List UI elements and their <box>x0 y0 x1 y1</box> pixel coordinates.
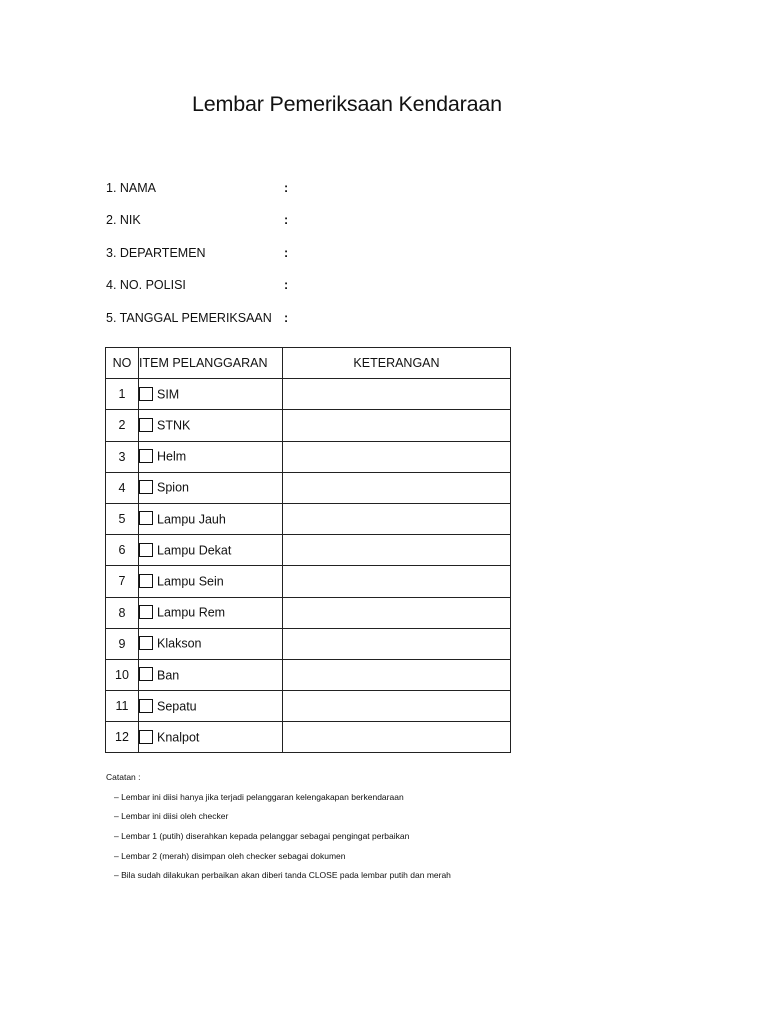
violation-item <box>139 691 283 722</box>
field-separator: : <box>284 246 289 260</box>
row-number: 6 <box>106 535 139 566</box>
row-number: 9 <box>106 628 139 659</box>
checkbox[interactable] <box>139 636 153 650</box>
violation-item <box>139 472 283 503</box>
violation-item <box>139 535 283 566</box>
row-number: 8 <box>106 597 139 628</box>
violation-item-label: Lampu Sein <box>157 574 224 589</box>
table-row <box>106 410 511 441</box>
table-row <box>106 597 511 628</box>
row-number: 12 <box>106 722 139 753</box>
violation-item <box>139 628 283 659</box>
keterangan-cell[interactable] <box>283 503 511 534</box>
table-row <box>106 379 511 410</box>
row-number: 11 <box>106 691 139 722</box>
field-separator: : <box>284 278 289 292</box>
row-number: 3 <box>106 441 139 472</box>
checkbox[interactable] <box>139 387 153 401</box>
violation-item-label: Lampu Rem <box>157 605 226 620</box>
table-row <box>106 691 511 722</box>
table-row <box>106 659 511 690</box>
note-item: – Lembar ini diisi hanya jika terjadi pelanggaran kelengakapan berkendaraan <box>114 792 404 802</box>
keterangan-cell[interactable] <box>283 597 511 628</box>
field-label-no-polisi: 4. NO. POLISI <box>106 278 186 292</box>
row-number: 4 <box>106 472 139 503</box>
table-row <box>106 628 511 659</box>
keterangan-cell[interactable] <box>283 722 511 753</box>
violation-item-label: SIM <box>157 387 180 402</box>
note-item: – Lembar ini diisi oleh checker <box>114 811 229 821</box>
violation-item <box>139 597 283 628</box>
violation-item <box>139 410 283 441</box>
table-row <box>106 722 511 753</box>
field-label-departemen: 3. DEPARTEMEN <box>106 246 206 260</box>
row-number: 10 <box>106 659 139 690</box>
violation-item-label: Klakson <box>157 637 202 652</box>
checkbox[interactable] <box>139 511 153 525</box>
violation-item <box>139 441 283 472</box>
keterangan-cell[interactable] <box>283 628 511 659</box>
field-separator: : <box>284 311 289 325</box>
keterangan-cell[interactable] <box>283 441 511 472</box>
violation-item <box>139 379 283 410</box>
violation-item <box>139 503 283 534</box>
table-row <box>106 472 511 503</box>
table-row <box>106 566 511 597</box>
field-separator: : <box>284 181 289 195</box>
keterangan-cell[interactable] <box>283 659 511 690</box>
header-item-pelanggaran: ITEM PELANGGARAN <box>139 348 283 379</box>
header-keterangan: KETERANGAN <box>283 348 511 379</box>
field-label-nama: 1. NAMA <box>106 181 157 195</box>
table-header-row <box>106 348 511 379</box>
violation-item-label: STNK <box>157 418 191 433</box>
notes-heading: Catatan : <box>106 772 141 782</box>
table-row <box>106 535 511 566</box>
checkbox[interactable] <box>139 418 153 432</box>
violation-item-label: Spion <box>157 481 189 496</box>
checkbox[interactable] <box>139 667 153 681</box>
row-number: 2 <box>106 410 139 441</box>
violation-item <box>139 659 283 690</box>
violation-item-label: Knalpot <box>157 730 200 745</box>
violation-item-label: Sepatu <box>157 699 197 714</box>
violation-item-label: Ban <box>157 668 180 683</box>
checkbox[interactable] <box>139 730 153 744</box>
row-number: 5 <box>106 503 139 534</box>
checkbox[interactable] <box>139 605 153 619</box>
checkbox[interactable] <box>139 574 153 588</box>
table-row <box>106 503 511 534</box>
row-number: 7 <box>106 566 139 597</box>
violation-item <box>139 722 283 753</box>
page-title: Lembar Pemeriksaan Kendaraan <box>192 92 502 116</box>
note-item: – Lembar 2 (merah) disimpan oleh checker sebagai dokumen <box>114 851 346 861</box>
keterangan-cell[interactable] <box>283 566 511 597</box>
violation-checklist-table <box>105 347 511 753</box>
keterangan-cell[interactable] <box>283 535 511 566</box>
checkbox[interactable] <box>139 543 153 557</box>
checkbox[interactable] <box>139 699 153 713</box>
header-no: NO <box>106 348 139 379</box>
row-number: 1 <box>106 379 139 410</box>
checkbox[interactable] <box>139 480 153 494</box>
field-label-tanggal-pemeriksaan: 5. TANGGAL PEMERIKSAAN <box>106 311 272 325</box>
keterangan-cell[interactable] <box>283 691 511 722</box>
field-label-nik: 2. NIK <box>106 213 141 227</box>
note-item: – Bila sudah dilakukan perbaikan akan diberi tanda CLOSE pada lembar putih dan merah <box>114 870 451 880</box>
checkbox[interactable] <box>139 449 153 463</box>
violation-item <box>139 566 283 597</box>
table-row <box>106 441 511 472</box>
note-item: – Lembar 1 (putih) diserahkan kepada pelanggar sebagai pengingat perbaikan <box>114 831 410 841</box>
keterangan-cell[interactable] <box>283 379 511 410</box>
keterangan-cell[interactable] <box>283 472 511 503</box>
violation-item-label: Lampu Jauh <box>157 512 226 527</box>
keterangan-cell[interactable] <box>283 410 511 441</box>
violation-item-label: Lampu Dekat <box>157 543 232 558</box>
violation-item-label: Helm <box>157 450 187 464</box>
field-separator: : <box>284 213 289 227</box>
